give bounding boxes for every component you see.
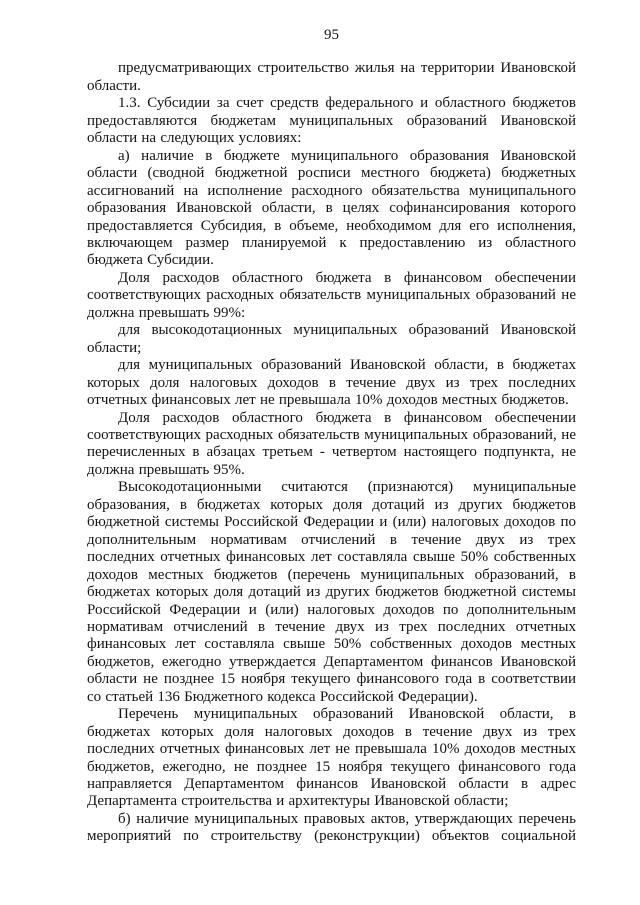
paragraph: для муниципальных образований Ивановской области, в бюджетах которых доля налоговых доходов в течение двух из трех последних отчетных финансовых лет не превышала 10% доходов местных бюджетов. [87, 357, 576, 409]
paragraph-subclause-b: б) наличие муниципальных правовых актов, утверждающих перечень мероприятий по строительству (реконструкции) объектов социальной [87, 810, 576, 845]
paragraph: Перечень муниципальных образований Ивановской области, в бюджетах которых доля налоговых доходов в течение двух из трех последних отчетных финансовых лет не превышала 10% доходов местных бюджетов, ежегодно, не позднее 15 ноября текущего финансового года направляется Департаментом финансов Ивановской области в адрес Департамента строительства и архитектуры Ивановской области; [87, 706, 576, 810]
paragraph: Доля расходов областного бюджета в финансовом обеспечении соответствующих расходных обязательств муниципальных образований, не перечисленных в абзацах третьем - четвертом настоящего подпункта, не должна превышать 95%. [87, 409, 576, 478]
page-number: 95 [324, 27, 339, 43]
paragraph-clause-1-3: 1.3. Субсидии за счет средств федерального и областного бюджетов предоставляются бюджетам муниципальных образований Ивановской области на следующих условиях: [87, 95, 576, 147]
paragraph: Высокодотационными считаются (признаются) муниципальные образования, в бюджетах которых доля дотаций из других бюджетов бюджетной системы Российской Федерации и (или) налоговых доходов по дополнительным нормативам отчислений в течение двух из трех последних отчетных финансовых лет составляла свыше 50% собственных доходов местных бюджетов (перечень муниципальных образований, в бюджетах которых доля дотаций из других бюджетов бюджетной системы Российской Федерации и (или) налоговых доходов по дополнительным нормативам отчислений в течение двух из трех последних отчетных финансовых лет составляла свыше 50% собственных доходов местных бюджетов, ежегодно утверждается Департаментом финансов Ивановской области не позднее 15 ноября текущего финансового года в соответствии со статьей 136 Бюджетного кодекса Российской Федерации). [87, 479, 576, 705]
paragraph: для высокодотационных муниципальных образований Ивановской области; [87, 322, 576, 356]
paragraph-subclause-a: а) наличие в бюджете муниципального образования Ивановской области (сводной бюджетной росписи местного бюджета) бюджетных ассигнований на исполнение расходного обязательства муниципального образования Ивановской области, в целях софинансирования которого предоставляется Субсидия, в объеме, необходимом для его исполнения, включающем размер планируемой к предоставлению из областного бюджета Субсидии. [87, 147, 576, 269]
paragraph: предусматривающих строительство жилья на территории Ивановской области. [87, 60, 576, 94]
paragraph: Доля расходов областного бюджета в финансовом обеспечении соответствующих расходных обязательств муниципальных образований не должна превышать 99%: [87, 269, 576, 321]
